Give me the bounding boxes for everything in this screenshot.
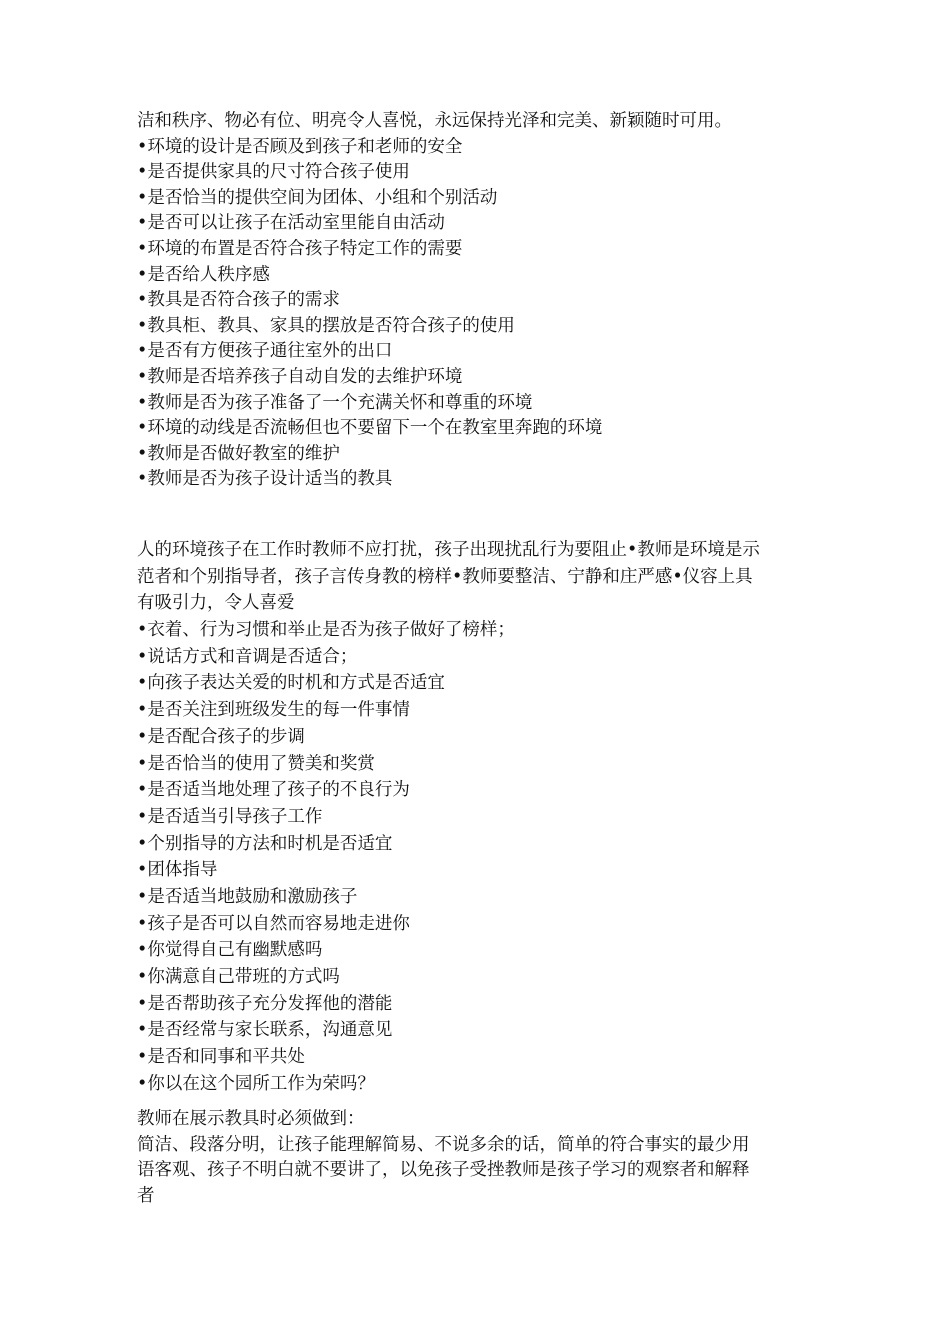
section-heading: 教师在展示教具时必须做到： bbox=[137, 1109, 365, 1129]
checklist-item: •你以在这个园所工作为荣吗？ bbox=[137, 1073, 375, 1094]
checklist-item: •教师是否做好教室的维护 bbox=[137, 443, 340, 464]
checklist-item: •是否给人秩序感 bbox=[137, 264, 270, 285]
checklist-item: •说话方式和音调是否适合； bbox=[137, 646, 358, 667]
checklist-item: •你满意自己带班的方式吗 bbox=[137, 967, 340, 987]
checklist-item: •是否帮助孩子充分发挥他的潜能 bbox=[137, 993, 393, 1014]
presentation-guidelines bbox=[137, 1107, 827, 1209]
environment-checklist bbox=[137, 109, 827, 493]
checklist-item: •是否有方便孩子通往室外的出口 bbox=[137, 341, 393, 362]
intro-line: 人的环境孩子在工作时教师不应打扰，孩子出现扰乱行为要阻止•教师是环境是示 bbox=[137, 540, 760, 560]
checklist-item: •是否提供家具的尺寸符合孩子使用 bbox=[137, 162, 410, 183]
checklist-item: •是否适当引导孩子工作 bbox=[137, 806, 323, 827]
checklist-item: •是否关注到班级发生的每一件事情 bbox=[137, 700, 410, 721]
checklist-item: •是否适当地处理了孩子的不良行为 bbox=[137, 780, 410, 801]
checklist-item: •孩子是否可以自然而容易地走进你 bbox=[137, 913, 410, 934]
checklist-item: •向孩子表达关爱的时机和方式是否适宜 bbox=[137, 673, 445, 694]
intro-line: 有吸引力，令人喜爱 bbox=[137, 593, 295, 614]
checklist-item: •团体指导 bbox=[137, 860, 218, 881]
checklist-item: •是否恰当的提供空间为团体、小组和个别活动 bbox=[137, 187, 498, 208]
checklist-item: •教师是否为孩子准备了一个充满关怀和尊重的环境 bbox=[137, 392, 533, 413]
checklist-item: •教师是否为孩子设计适当的教具 bbox=[137, 469, 393, 490]
paragraph-line: 简洁、段落分明，让孩子能理解简易、不说多余的话，简单的符合事实的最少用 bbox=[137, 1134, 750, 1155]
teacher-checklist bbox=[137, 537, 827, 1097]
paragraph-line: 者 bbox=[137, 1185, 155, 1206]
checklist-item: •是否配合孩子的步调 bbox=[137, 726, 305, 747]
checklist-item: •教师是否培养孩子自动自发的去维护环境 bbox=[137, 366, 463, 387]
paragraph-line: 语客观、孩子不明白就不要讲了，以免孩子受挫教师是孩子学习的观察者和解释 bbox=[137, 1160, 750, 1181]
checklist-item: •衣着、行为习惯和举止是否为孩子做好了榜样； bbox=[137, 620, 515, 641]
checklist-item: •环境的设计是否顾及到孩子和老师的安全 bbox=[137, 136, 463, 157]
text-line: 洁和秩序、物必有位、明亮令人喜悦，永远保持光泽和完美、新颖随时可用。 bbox=[137, 111, 732, 131]
checklist-item: •教具柜、教具、家具的摆放是否符合孩子的使用 bbox=[137, 315, 515, 336]
checklist-item: •教具是否符合孩子的需求 bbox=[137, 290, 340, 311]
checklist-item: •个别指导的方法和时机是否适宜 bbox=[137, 833, 393, 854]
checklist-item: •是否可以让孩子在活动室里能自由活动 bbox=[137, 213, 445, 234]
checklist-item: •是否恰当的使用了赞美和奖赏 bbox=[137, 753, 375, 774]
intro-line: 范者和个别指导者，孩子言传身教的榜样•教师要整洁、宁静和庄严感•仪容上具 bbox=[137, 566, 753, 587]
checklist-item: •环境的布置是否符合孩子特定工作的需要 bbox=[137, 238, 463, 259]
checklist-item: •环境的动线是否流畅但也不要留下一个在教室里奔跑的环境 bbox=[137, 418, 603, 439]
checklist-item: •是否和同事和平共处 bbox=[137, 1047, 305, 1068]
checklist-item: •是否经常与家长联系，沟通意见 bbox=[137, 1020, 393, 1041]
checklist-item: •你觉得自己有幽默感吗 bbox=[137, 940, 323, 961]
checklist-item: •是否适当地鼓励和激励孩子 bbox=[137, 886, 358, 907]
